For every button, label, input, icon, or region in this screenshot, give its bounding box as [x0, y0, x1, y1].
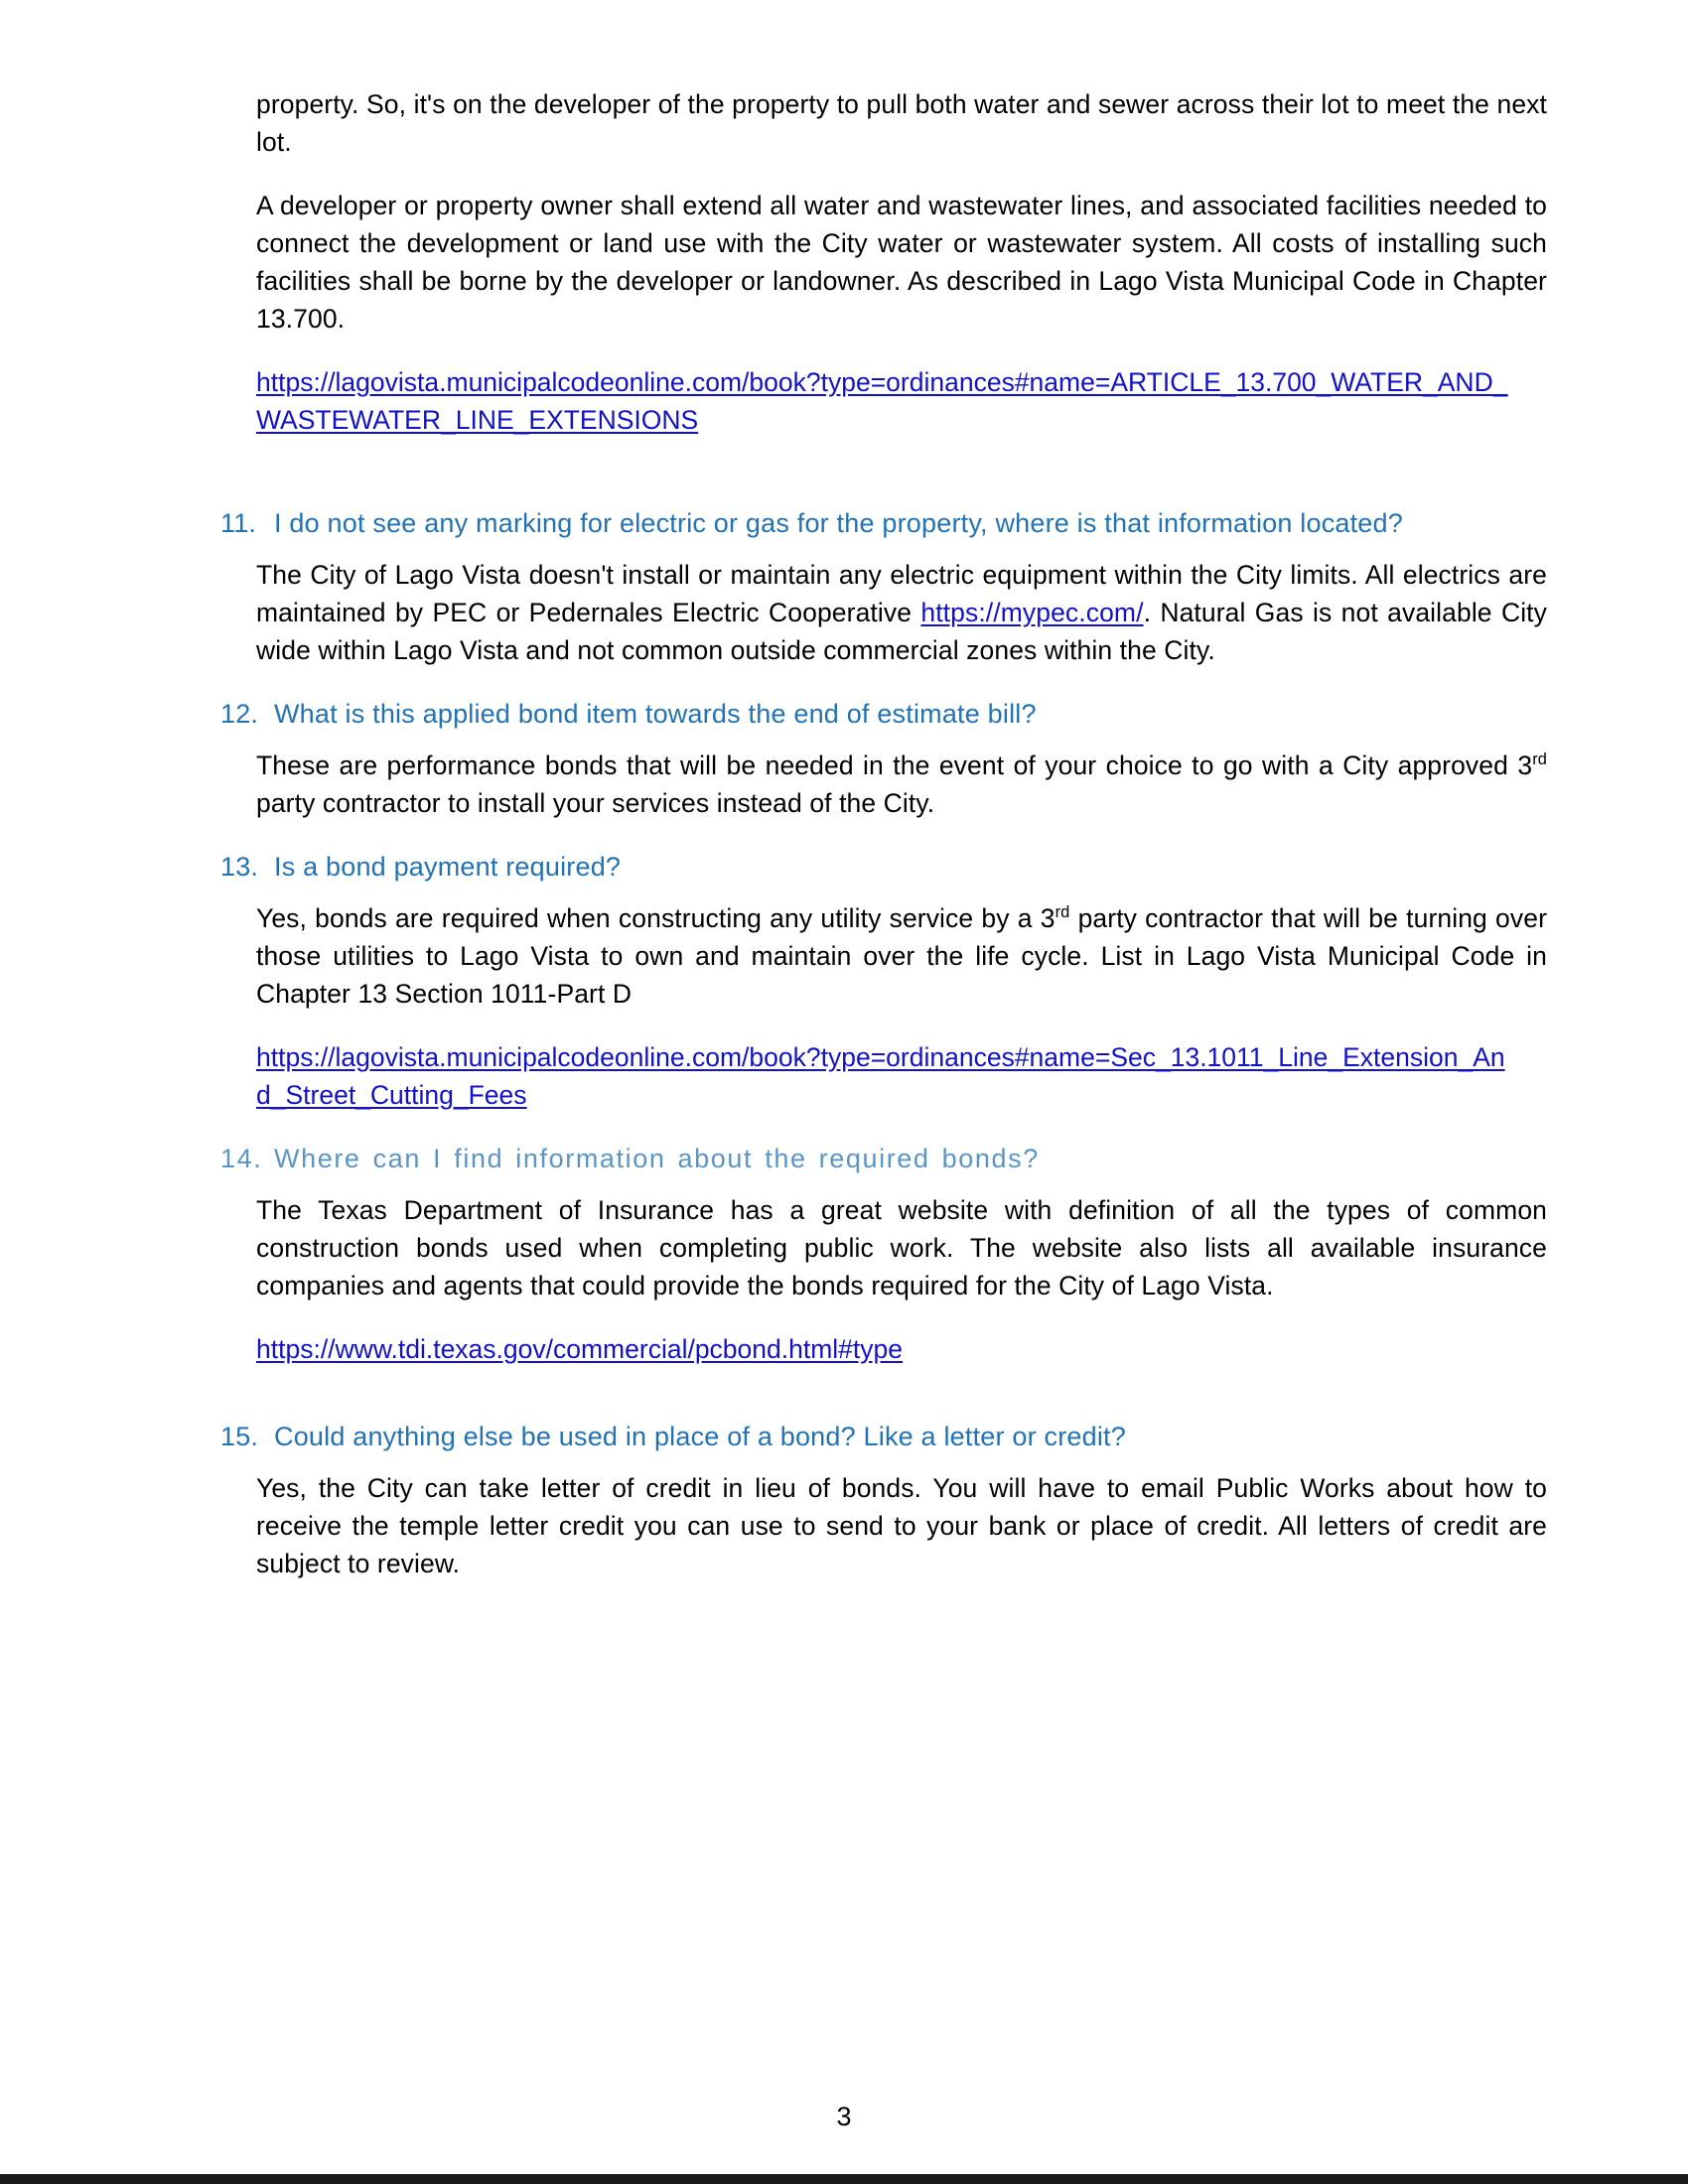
- faq-question-text-13: Is a bond payment required?: [274, 852, 622, 882]
- faq-answer-11-part-2: . Natural Gas is not available City wide within Lago Vista and not common outside commercial zones within the City.: [256, 598, 1547, 665]
- faq-number-14: 14.: [220, 1144, 263, 1173]
- page-number: 3: [836, 2102, 852, 2131]
- faq-number-15: 15.: [220, 1422, 259, 1451]
- tdi-bond-link[interactable]: [256, 1330, 1547, 1368]
- spacer: [256, 465, 1547, 504]
- ordinance-link-2-line-2[interactable]: d_Street_Cutting_Fees: [256, 1080, 527, 1110]
- faq-number-11: 11.: [220, 508, 257, 538]
- faq-question-12: [220, 695, 1547, 733]
- page-content: [220, 85, 1547, 1608]
- faq-question-text-12: What is this applied bond item towards the end of estimate bill?: [274, 699, 1037, 729]
- spacer: [256, 1394, 1547, 1418]
- ordinance-link-1[interactable]: [256, 363, 1547, 439]
- faq-question-13: [220, 848, 1547, 886]
- faq-answer-12-part-2: party contractor to install your services instead of the City.: [256, 788, 935, 818]
- faq-answer-13-part-2: party contractor that will be turning over those utilities to Lago Vista to own and maintain over the life cycle. List in Lago Vista Municipal Code in Chapter 13 Section 1011-Part D: [256, 903, 1547, 1009]
- faq-question-text-11: I do not see any marking for electric or gas for the property, where is that information located?: [274, 508, 1403, 538]
- faq-question-text-14: Where can I find information about the required bonds?: [274, 1144, 1040, 1173]
- faq-item-14: [220, 1140, 1547, 1368]
- tdi-bond-link-text[interactable]: https://www.tdi.texas.gov/commercial/pcbond.html#type: [256, 1334, 904, 1364]
- faq-question-14: [220, 1140, 1547, 1177]
- faq-answer-11-part-1: The City of Lago Vista doesn't install or maintain any electric equipment within the City limits. All electrics are maintained by PEC or Pedernales Electric Cooperative: [256, 560, 1547, 627]
- ordinance-link-2[interactable]: [256, 1038, 1547, 1114]
- faq-question-11: [220, 504, 1547, 542]
- ordinance-link-1-line-2[interactable]: WASTEWATER_LINE_EXTENSIONS: [256, 405, 699, 435]
- faq-question-text-15: Could anything else be used in place of a bond? Like a letter or credit?: [274, 1422, 1126, 1451]
- ordinance-link-1-line-1[interactable]: https://lagovista.municipalcodeonline.com/book?type=ordinances#name=ARTICLE_13.700_WATER_AND_: [256, 367, 1508, 397]
- faq-question-15: [220, 1418, 1547, 1455]
- faq-answer-13: [256, 899, 1547, 1013]
- faq-item-15: [220, 1418, 1547, 1582]
- faq-item-11: [220, 504, 1547, 669]
- intro-paragraph-1: property. So, it's on the developer of the property to pull both water and sewer across their lot to meet the next lot.: [256, 89, 1547, 157]
- mypec-link[interactable]: https://mypec.com/: [920, 598, 1144, 627]
- faq-answer-13-superscript: rd: [1055, 903, 1070, 922]
- ordinance-link-2-line-1[interactable]: https://lagovista.municipalcodeonline.com/book?type=ordinances#name=Sec_13.1011_Line_Extension_An: [256, 1042, 1505, 1072]
- faq-answer-14: The Texas Department of Insurance has a great website with definition of all the types of common construction bonds used when completing public work. The website also lists all available insurance companies and agents that could provide the bonds required for the City of Lago Vista.: [256, 1195, 1547, 1300]
- faq-item-13: [220, 848, 1547, 1114]
- faq-answer-15: Yes, the City can take letter of credit in lieu of bonds. You will have to email Public Works about how to receive the temple letter credit you can use to send to your bank or place of credit. All letters of credit are subject to review.: [256, 1473, 1547, 1578]
- faq-answer-12-superscript: rd: [1532, 751, 1547, 769]
- page-bottom-rule: [0, 2174, 1688, 2184]
- faq-answer-12-part-1: These are performance bonds that will be needed in the event of your choice to go with a City approved 3: [256, 751, 1533, 780]
- faq-answer-11: [256, 556, 1547, 669]
- faq-answer-12: [256, 747, 1547, 822]
- faq-number-12: 12.: [220, 699, 259, 729]
- faq-number-13: 13.: [220, 852, 259, 882]
- intro-paragraph-2: A developer or property owner shall extend all water and wastewater lines, and associated facilities needed to connect the development or land use with the City water or wastewater system. All costs of installing such facilities shall be borne by the developer or landowner. As described in Lago Vista Municipal Code in Chapter 13.700.: [256, 191, 1547, 334]
- faq-item-12: [220, 695, 1547, 822]
- faq-answer-13-part-1: Yes, bonds are required when constructing any utility service by a 3: [256, 903, 1055, 933]
